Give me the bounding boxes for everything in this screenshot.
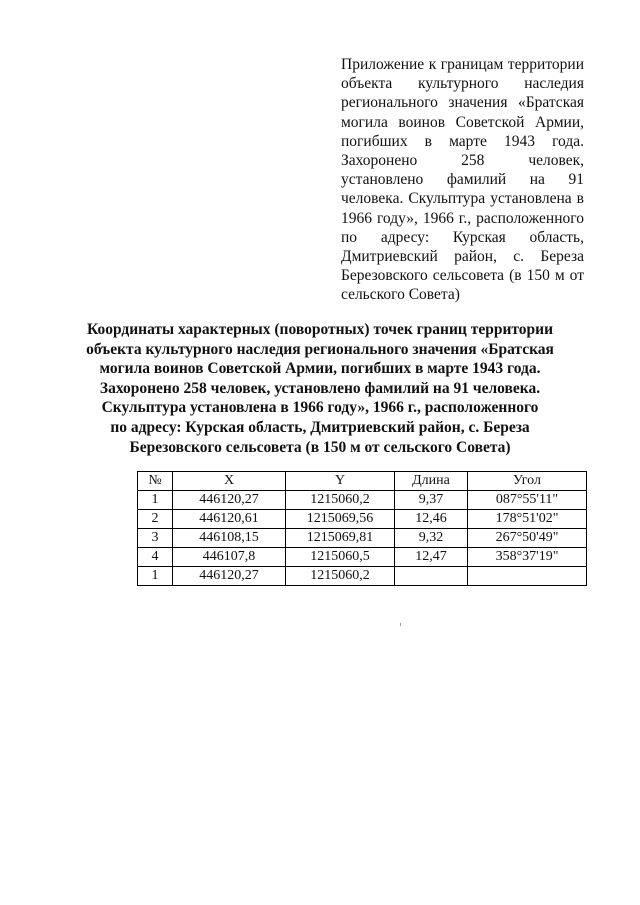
title-line: по адресу: Курская область, Дмитриевский район, с. Береза [110, 418, 530, 436]
cell-number: 3 [138, 529, 173, 548]
header-length: Длина [395, 472, 468, 491]
title-line: объекта культурного наследия регионального значения «Братская [86, 340, 554, 358]
cell-y: 1215060,2 [286, 567, 395, 586]
cell-length [395, 567, 468, 586]
cell-angle: 087°55'11" [468, 491, 587, 510]
appendix-line: объекта культурного наследия [341, 75, 584, 93]
appendix-line: регионального значения «Братская [341, 94, 584, 112]
appendix-line: человека. Скульптура установлена в [341, 190, 584, 208]
cell-number: 4 [138, 548, 173, 567]
cell-y: 1215060,2 [286, 491, 395, 510]
title-line: Захоронено 258 человек, установлено фамилий на 91 человека. [99, 379, 541, 397]
cell-angle [468, 567, 587, 586]
cell-x: 446108,15 [173, 529, 286, 548]
header-number: № [138, 472, 173, 491]
cell-y: 1215069,56 [286, 510, 395, 529]
appendix-line: погибших в марте 1943 года. [341, 132, 584, 150]
table-row [138, 548, 587, 567]
cell-number: 1 [138, 567, 173, 586]
coordinates-table [137, 471, 587, 586]
table-row [138, 529, 587, 548]
cell-y: 1215069,81 [286, 529, 395, 548]
cell-y: 1215060,5 [286, 548, 395, 567]
cell-length: 9,32 [395, 529, 468, 548]
appendix-line: Захоронено 258 человек, [341, 152, 584, 170]
appendix-line: Дмитриевский район, с. Береза [341, 248, 584, 266]
cell-x: 446120,27 [173, 567, 286, 586]
title-line: могила воинов Советской Армии, погибших в марте 1943 года. [99, 360, 541, 378]
appendix-line: 1966 году», 1966 г., расположенного [341, 209, 584, 227]
appendix-line: сельского Совета) [341, 286, 460, 304]
appendix-line: по адресу: Курская область, [341, 228, 584, 246]
cell-number: 2 [138, 510, 173, 529]
cell-angle: 267°50'49" [468, 529, 587, 548]
table-header-row [138, 472, 587, 491]
cell-angle: 178°51'02" [468, 510, 587, 529]
cell-length: 12,47 [395, 548, 468, 567]
cell-x: 446120,61 [173, 510, 286, 529]
appendix-note [341, 55, 584, 305]
table-row [138, 491, 587, 510]
cell-length: 12,46 [395, 510, 468, 529]
scan-speck [400, 623, 401, 626]
cell-number: 1 [138, 491, 173, 510]
cell-angle: 358°37'19" [468, 548, 587, 567]
table-row [138, 510, 587, 529]
header-y: Y [286, 472, 395, 491]
cell-x: 446120,27 [173, 491, 286, 510]
appendix-line: могила воинов Советской Армии, [341, 113, 584, 131]
header-x: X [173, 472, 286, 491]
title-line: Березовского сельсовета (в 150 м от сельского Совета) [129, 438, 511, 456]
document-title [60, 320, 580, 457]
title-line: Координаты характерных (поворотных) точек границ территории [86, 321, 554, 338]
cell-length: 9,37 [395, 491, 468, 510]
title-line: Скульптура установлена в 1966 году», 1966 г., расположенного [101, 399, 539, 417]
appendix-line: Березовского сельсовета (в 150 м от [341, 267, 584, 285]
appendix-line: установлено фамилий на 91 [341, 171, 584, 189]
appendix-line: Приложение к границам территории [341, 56, 584, 73]
cell-x: 446107,8 [173, 548, 286, 567]
table-row [138, 567, 587, 586]
header-angle: Угол [468, 472, 587, 491]
